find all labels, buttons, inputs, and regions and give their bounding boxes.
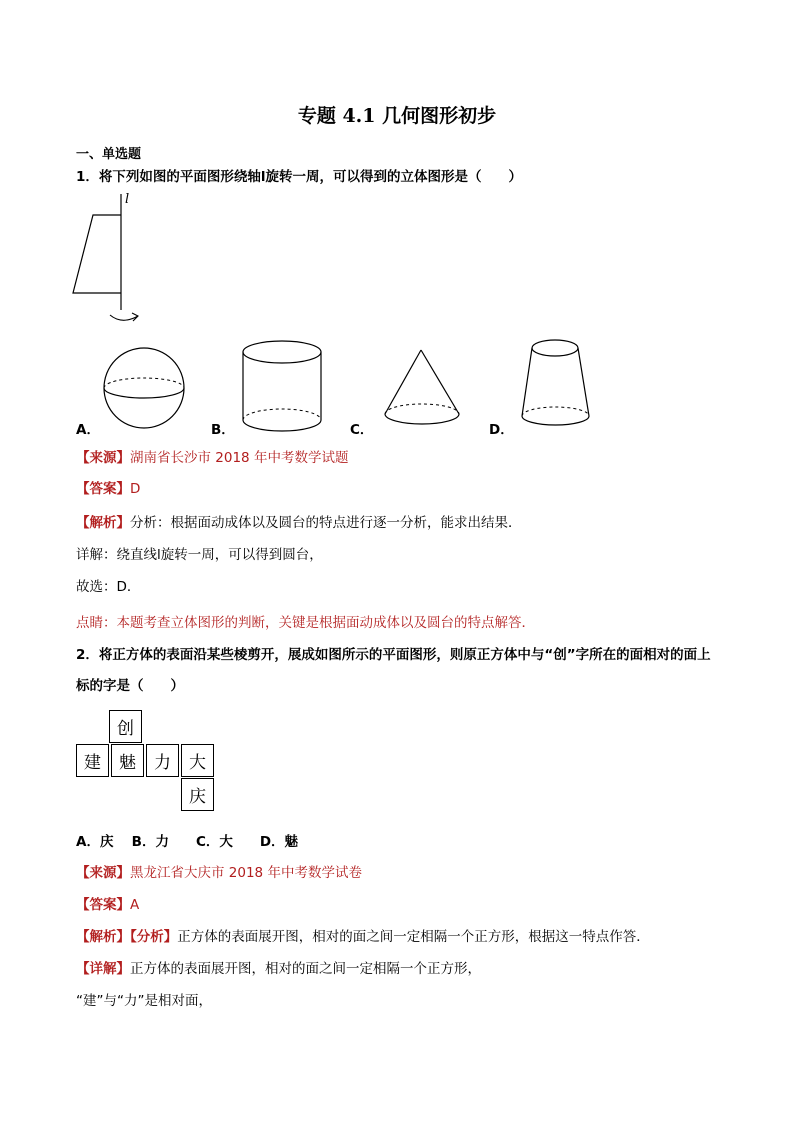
trapezoid-shape xyxy=(73,215,121,293)
q1-source-text: 湖南省长沙市 2018 年中考数学试题 xyxy=(130,450,349,466)
question-2-options: A．庆 B．力 C．大 D．魅 xyxy=(76,834,299,850)
q1-comment: 点睛：本题考查立体图形的判断，关键是根据面动成体以及圆台的特点解答． xyxy=(76,615,535,631)
option-c-label: C． xyxy=(350,422,374,438)
question-2-stem-line1: 2．将正方体的表面沿某些棱剪开，展成如图所示的平面图形，则原正方体中与“创”字所在的面相对的面上 xyxy=(76,647,711,663)
q1-analysis xyxy=(76,511,522,531)
net-cell-3: 力 xyxy=(146,744,179,777)
q1-analysis-text: 分析：根据面动成体以及圆台的特点进行逐一分析，能求出结果． xyxy=(130,515,522,531)
q2-source-label: 【来源】 xyxy=(76,865,130,881)
net-cell-bottom: 庆 xyxy=(181,778,214,811)
option-b-label: B． xyxy=(211,422,235,438)
q1-answer xyxy=(76,477,140,497)
q2-answer xyxy=(76,893,139,913)
q2-analysis xyxy=(76,925,650,945)
q1-choose: 故选：D． xyxy=(76,579,141,595)
q1-source-label: 【来源】 xyxy=(76,450,130,466)
rotation-figure xyxy=(66,192,146,332)
q2-answer-label: 【答案】 xyxy=(76,897,130,913)
q2-detail xyxy=(76,957,481,977)
q2-detail-label: 【详解】 xyxy=(76,961,130,977)
question-1-stem: 1．将下列如图的平面图形绕轴l旋转一周，可以得到的立体图形是（ ） xyxy=(76,169,523,185)
axis-label: l xyxy=(125,192,130,207)
q1-detail: 详解：绕直线l旋转一周，可以得到圆台， xyxy=(76,547,323,563)
q2-analysis-tag: 【分析】 xyxy=(130,929,178,945)
q2-detail-text: 正方体的表面展开图，相对的面之间一定相隔一个正方形， xyxy=(130,961,481,977)
cone-figure xyxy=(383,348,473,438)
cylinder-figure xyxy=(242,340,332,435)
q1-source xyxy=(76,446,348,466)
sphere-figure xyxy=(102,346,192,436)
q1-answer-text: D xyxy=(130,481,141,497)
net-cell-1: 建 xyxy=(76,744,109,777)
net-cell-2: 魅 xyxy=(111,744,144,777)
q2-detail2: “建”与“力”是相对面， xyxy=(76,993,212,1009)
q1-analysis-label: 【解析】 xyxy=(76,515,130,531)
q1-answer-label: 【答案】 xyxy=(76,481,130,497)
page-title: 专题 4.1 几何图形初步 xyxy=(297,105,497,127)
q2-analysis-label: 【解析】 xyxy=(76,929,130,945)
section-heading: 一、单选题 xyxy=(76,147,142,162)
option-a-label: A． xyxy=(76,422,100,438)
q2-source xyxy=(76,861,362,881)
q2-analysis-text: 正方体的表面展开图，相对的面之间一定相隔一个正方形，根据这一特点作答． xyxy=(177,929,650,945)
q2-answer-text: A xyxy=(130,897,140,913)
net-cell-top: 创 xyxy=(109,710,142,743)
cube-net xyxy=(76,710,216,813)
question-2-stem-line2: 标的字是（ ） xyxy=(76,678,184,694)
option-d-label: D． xyxy=(489,422,514,438)
net-cell-4: 大 xyxy=(181,744,214,777)
frustum-figure xyxy=(519,338,609,433)
q2-source-text: 黑龙江省大庆市 2018 年中考数学试卷 xyxy=(130,865,362,881)
